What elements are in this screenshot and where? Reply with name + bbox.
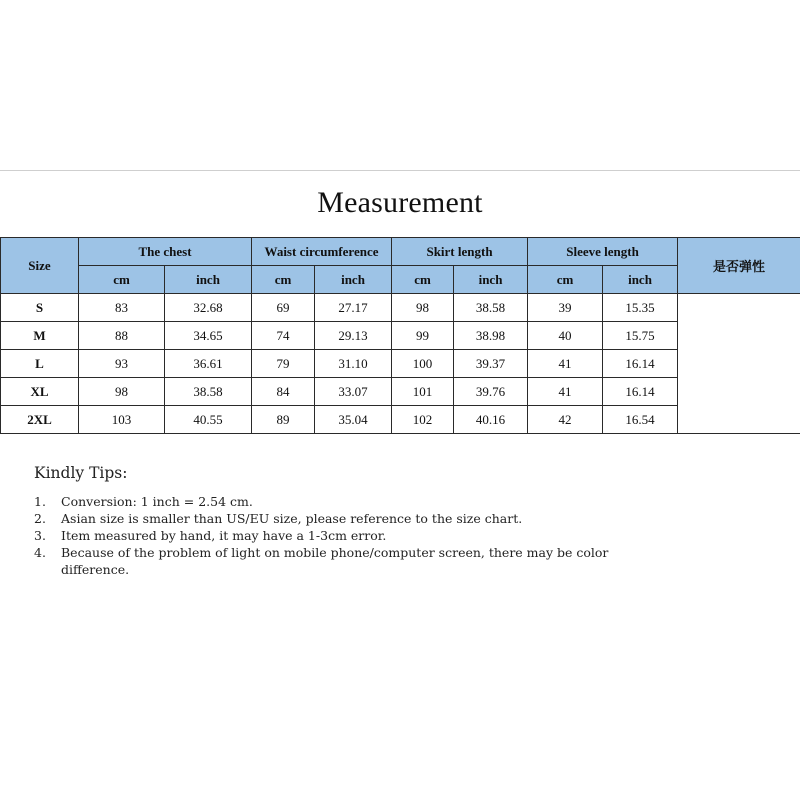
table-cell: 99 (392, 322, 454, 350)
table-cell: 31.10 (315, 350, 392, 378)
table-cell: 39.37 (454, 350, 528, 378)
table-cell: 79 (252, 350, 315, 378)
waist-column-header: Waist circumference (252, 238, 392, 266)
tip-text: Because of the problem of light on mobile phone/computer screen, there may be color difference. (61, 545, 609, 577)
unit-header: cm (528, 266, 603, 294)
tip-text: Asian size is smaller than US/EU size, please reference to the size chart. (61, 511, 523, 526)
table-cell: 88 (79, 322, 165, 350)
table-cell: 15.75 (603, 322, 678, 350)
table-cell: 38.98 (454, 322, 528, 350)
tips-list (34, 493, 734, 578)
unit-header: inch (165, 266, 252, 294)
tips-title: Kindly Tips: (34, 464, 128, 482)
list-item (34, 493, 734, 510)
unit-header: cm (392, 266, 454, 294)
unit-header: cm (79, 266, 165, 294)
table-row (1, 294, 800, 322)
unit-header: inch (603, 266, 678, 294)
table-cell: 98 (392, 294, 454, 322)
unit-header: inch (315, 266, 392, 294)
size-chart-table (0, 237, 800, 434)
size-cell: XL (1, 378, 79, 406)
table-cell: 41 (528, 350, 603, 378)
unit-header: inch (454, 266, 528, 294)
table-cell: 16.14 (603, 378, 678, 406)
tip-text: Item measured by hand, it may have a 1-3cm error. (61, 528, 387, 543)
table-cell: 32.68 (165, 294, 252, 322)
tip-number: 4. (34, 545, 46, 560)
table-cell: 15.35 (603, 294, 678, 322)
table-cell: 100 (392, 350, 454, 378)
table-cell: 41 (528, 378, 603, 406)
sleeve-length-column-header: Sleeve length (528, 238, 678, 266)
table-cell: 29.13 (315, 322, 392, 350)
table-cell: 16.54 (603, 406, 678, 434)
list-item (34, 544, 734, 578)
skirt-length-column-header: Skirt length (392, 238, 528, 266)
size-cell: S (1, 294, 79, 322)
table-cell: 93 (79, 350, 165, 378)
table-cell: 38.58 (165, 378, 252, 406)
chest-column-header: The chest (79, 238, 252, 266)
top-divider (0, 170, 800, 171)
elasticity-column-header: 是否弹性 (678, 238, 800, 294)
list-item (34, 510, 734, 527)
table-cell: 38.58 (454, 294, 528, 322)
table-cell: 39.76 (454, 378, 528, 406)
table-cell: 36.61 (165, 350, 252, 378)
table-cell: 84 (252, 378, 315, 406)
table-cell: 27.17 (315, 294, 392, 322)
tip-number: 3. (34, 528, 46, 543)
size-cell: L (1, 350, 79, 378)
size-column-header: Size (1, 238, 79, 294)
size-cell: 2XL (1, 406, 79, 434)
tip-number: 2. (34, 511, 46, 526)
table-cell: 40.16 (454, 406, 528, 434)
table-cell: 83 (79, 294, 165, 322)
tip-number: 1. (34, 494, 46, 509)
table-cell: 16.14 (603, 350, 678, 378)
unit-header: cm (252, 266, 315, 294)
table-cell: 39 (528, 294, 603, 322)
table-cell: 33.07 (315, 378, 392, 406)
table-cell: 89 (252, 406, 315, 434)
size-cell: M (1, 322, 79, 350)
table-cell: 102 (392, 406, 454, 434)
table-header-row (1, 238, 800, 266)
table-cell: 101 (392, 378, 454, 406)
table-cell: 40 (528, 322, 603, 350)
elasticity-cell (678, 294, 800, 434)
list-item (34, 527, 734, 544)
page-title: Measurement (317, 186, 483, 219)
table-cell: 103 (79, 406, 165, 434)
table-cell: 40.55 (165, 406, 252, 434)
table-cell: 35.04 (315, 406, 392, 434)
tip-text: Conversion: 1 inch = 2.54 cm. (61, 494, 253, 509)
table-cell: 69 (252, 294, 315, 322)
kindly-tips (34, 464, 734, 578)
table-cell: 34.65 (165, 322, 252, 350)
table-cell: 42 (528, 406, 603, 434)
table-cell: 98 (79, 378, 165, 406)
table-cell: 74 (252, 322, 315, 350)
